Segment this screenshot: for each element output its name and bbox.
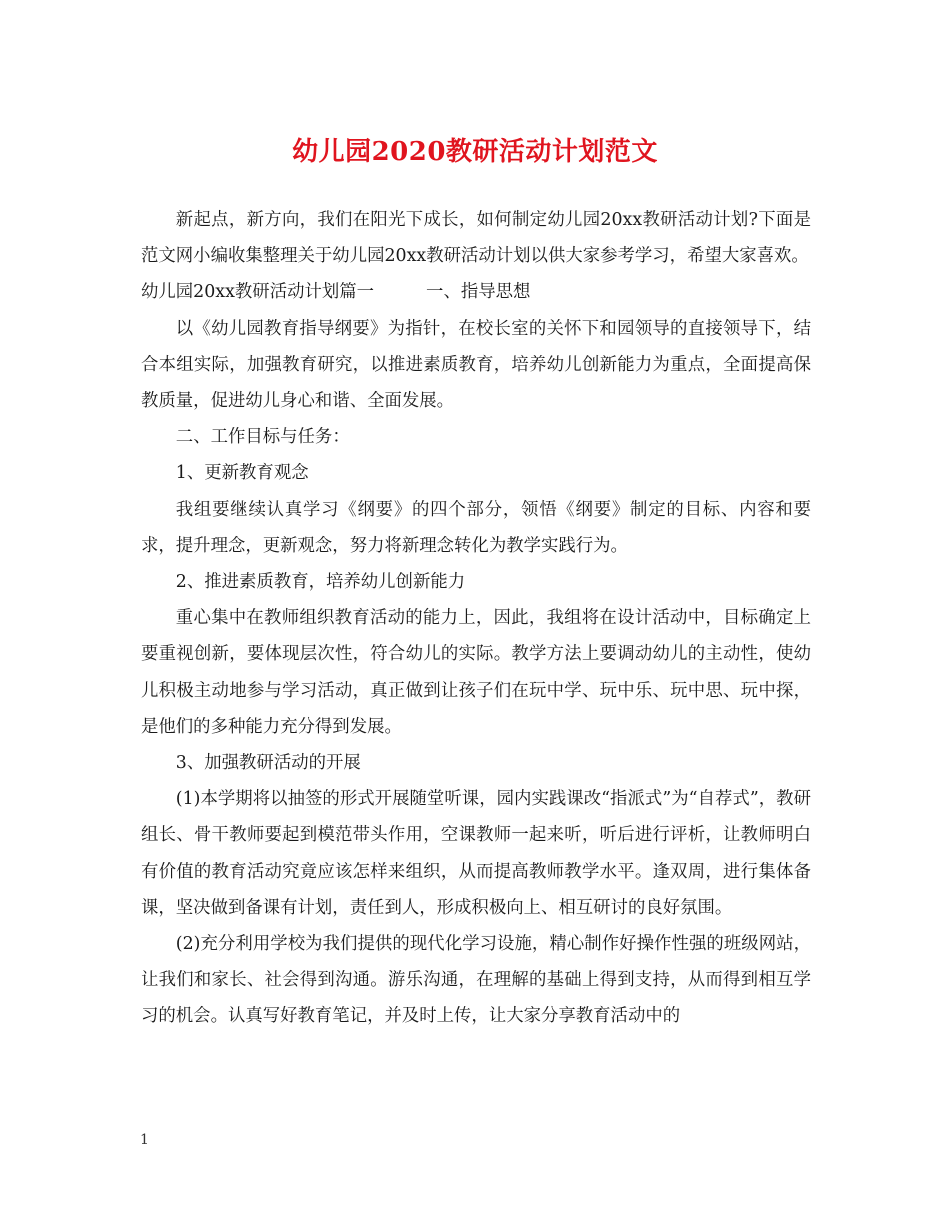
paragraph-research-2: (2)充分利用学校为我们提供的现代化学习设施，精心制作好操作性强的班级网站，让我们和家长、社会得到沟通。游乐沟通，在理解的基础上得到支持，从而得到相互学习的机会。认真写好教育笔记，并及时上传，让大家分享教育活动中的 (141, 934, 811, 1027)
heading-quality-education: 2、推进素质教育，培养幼儿创新能力 (175, 572, 466, 593)
document-body (141, 202, 811, 1035)
intro-paragraph: 新起点，新方向，我们在阳光下成长，如何制定幼儿园20xx教研活动计划?下面是范文网小编收集整理关于幼儿园20xx教研活动计划以供大家参考学习，希望大家喜欢。 (141, 210, 811, 267)
document-title: 幼儿园2020教研活动计划范文 (292, 137, 658, 167)
section-heading (141, 274, 811, 310)
paragraph-quality-education: 重心集中在教师组织教育活动的能力上，因此，我组将在设计活动中，目标确定上要重视创新，要体现层次性，符合幼儿的实际。教学方法上要调动幼儿的主动性，使幼儿积极主动地参与学习活动，真正做到让孩子们在玩中学、玩中乐、玩中思、玩中探，是他们的多种能力充分得到发展。 (141, 608, 811, 737)
heading-update-concept: 1、更新教育观念 (175, 463, 309, 484)
heading-goals: 二、工作目标与任务： (175, 427, 350, 448)
page-number: 1 (140, 1132, 149, 1148)
paragraph-research-1: (1)本学期将以抽签的形式开展随堂听课，园内实践课改“指派式”为“自荐式”，教研组长、骨干教师要起到模范带头作用，空课教师一起来听，听后进行评析，让教师明白有价值的教育活动究竟应该怎样来组织，从而提高教师教学水平。逢双周，进行集体备课，坚决做到备课有计划，责任到人，形成积极向上、相互研讨的良好氛围。 (141, 789, 811, 918)
section-heading-title: 幼儿园20xx教研活动计划篇一 (141, 282, 375, 303)
paragraph-guiding-thought: 以《幼儿园教育指导纲要》为指针，在校长室的关怀下和园领导的直接领导下，结合本组实际，加强教育研究，以推进素质教育，培养幼儿创新能力为重点，全面提高保教质量，促进幼儿身心和谐、全面发展。 (141, 318, 811, 412)
paragraph-update-concept: 我组要继续认真学习《纲要》的四个部分，领悟《纲要》制定的目标、内容和要求，提升理念，更新观念，努力将新理念转化为教学实践行为。 (141, 499, 811, 556)
heading-research-activities: 3、加强教研活动的开展 (175, 753, 361, 774)
section-heading-subtitle: 一、指导思想 (426, 282, 531, 303)
